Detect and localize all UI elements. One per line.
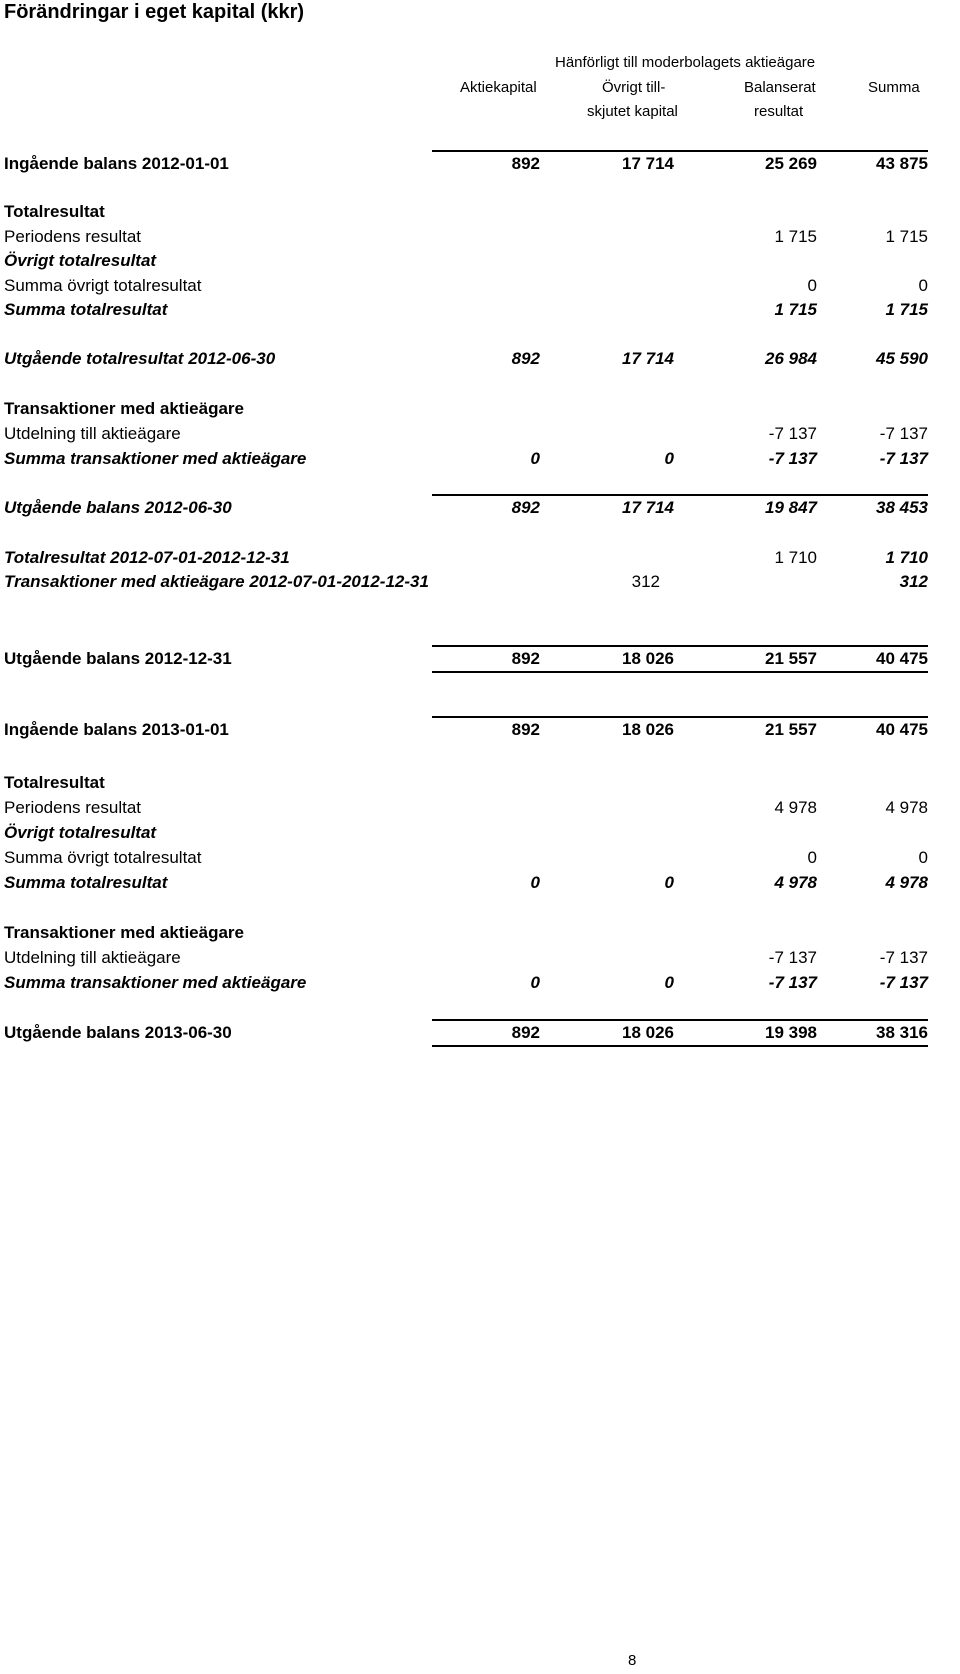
- cell-summa: 1 715: [885, 300, 928, 319]
- cell-ovrigt: 0: [664, 449, 674, 468]
- cell-balanserat: 0: [807, 276, 817, 295]
- cell-ovrigt: 18 026: [622, 649, 674, 668]
- cell-ovrigt: 18 026: [622, 1023, 674, 1042]
- row-label: Summa transaktioner med aktieägare: [4, 973, 307, 992]
- cell-balanserat: 1 715: [774, 227, 817, 246]
- cell-balanserat: -7 137: [768, 449, 817, 468]
- table-row: [0, 546, 960, 570]
- cell-summa: 312: [899, 572, 928, 591]
- cell-ovrigt: 0: [664, 873, 674, 892]
- row-label: Utgående balans 2012-12-31: [4, 649, 232, 668]
- row-label: Periodens resultat: [4, 227, 142, 246]
- cell-summa: 0: [918, 276, 928, 295]
- row-label: Summa totalresultat: [4, 873, 168, 892]
- cell-aktiekapital: 892: [511, 720, 540, 739]
- cell-summa: 0: [918, 848, 928, 867]
- header-ovrigt-line1: Övrigt till-: [602, 79, 666, 96]
- cell-balanserat: 1 710: [774, 548, 817, 567]
- page-number: 8: [628, 1652, 637, 1669]
- cell-summa: 1 710: [885, 548, 928, 567]
- cell-summa: 43 875: [876, 154, 928, 173]
- table-row: [0, 496, 960, 520]
- cell-aktiekapital: 892: [511, 649, 540, 668]
- row-label: Ingående balans 2013-01-01: [4, 720, 229, 739]
- row-label: Summa övrigt totalresultat: [4, 848, 202, 867]
- cell-aktiekapital: 892: [511, 498, 540, 517]
- table-row: [0, 771, 960, 795]
- header-group-label: Hänförligt till moderbolagets aktieägare: [555, 54, 816, 71]
- table-row: [0, 347, 960, 371]
- cell-balanserat: 25 269: [765, 154, 817, 173]
- cell-ovrigt: 17 714: [622, 498, 674, 517]
- row-label: Ingående balans 2012-01-01: [4, 154, 229, 173]
- cell-summa: 38 316: [876, 1023, 928, 1042]
- cell-balanserat: 26 984: [765, 349, 817, 368]
- cell-balanserat: -7 137: [768, 948, 817, 967]
- header-balanserat-line1: Balanserat: [744, 79, 816, 96]
- cell-summa: 40 475: [876, 649, 928, 668]
- table-row: [0, 274, 960, 298]
- cell-ovrigt: 17 714: [622, 154, 674, 173]
- row-label: Summa totalresultat: [4, 300, 168, 319]
- rule-below-closing-balance-2012-12: [432, 671, 928, 673]
- cell-aktiekapital: 0: [530, 873, 540, 892]
- row-label: Transaktioner med aktieägare: [4, 399, 245, 418]
- table-row: [0, 1021, 960, 1045]
- cell-balanserat: 21 557: [765, 649, 817, 668]
- table-row: [0, 447, 960, 471]
- header-ovrigt-line2: skjutet kapital: [587, 103, 678, 120]
- row-label: Summa övrigt totalresultat: [4, 276, 202, 295]
- table-row: [0, 718, 960, 742]
- cell-balanserat: 0: [807, 848, 817, 867]
- cell-aktiekapital: 892: [511, 154, 540, 173]
- table-row: [0, 846, 960, 870]
- cell-ovrigt: 0: [664, 973, 674, 992]
- table-row: [0, 249, 960, 273]
- cell-summa: -7 137: [879, 449, 928, 468]
- table-row: [0, 152, 960, 176]
- cell-summa: 4 978: [885, 798, 928, 817]
- row-label: Transaktioner med aktieägare 2012-07-01-2012-12-31: [4, 572, 429, 591]
- row-label: Utgående balans 2012-06-30: [4, 498, 232, 517]
- cell-balanserat: 19 398: [765, 1023, 817, 1042]
- table-row: [0, 570, 960, 594]
- cell-balanserat: -7 137: [768, 424, 817, 443]
- cell-summa: 1 715: [885, 227, 928, 246]
- table-row: [0, 821, 960, 845]
- row-label: Summa transaktioner med aktieägare: [4, 449, 307, 468]
- table-row: [0, 422, 960, 446]
- cell-summa: 4 978: [885, 873, 928, 892]
- table-row: [0, 971, 960, 995]
- cell-aktiekapital: 0: [530, 449, 540, 468]
- table-row: [0, 871, 960, 895]
- table-row: [0, 796, 960, 820]
- cell-ovrigt: 18 026: [622, 720, 674, 739]
- row-label: Utgående totalresultat 2012-06-30: [4, 349, 276, 368]
- cell-aktiekapital: 892: [511, 349, 540, 368]
- table-row: [0, 225, 960, 249]
- row-label: Periodens resultat: [4, 798, 142, 817]
- rule-below-closing-balance-2013-06: [432, 1045, 928, 1047]
- table-row: [0, 921, 960, 945]
- row-label: Totalresultat: [4, 773, 105, 792]
- header-summa: Summa: [868, 79, 920, 96]
- row-label: Övrigt totalresultat: [4, 823, 157, 842]
- cell-summa: 38 453: [876, 498, 928, 517]
- cell-summa: -7 137: [879, 973, 928, 992]
- row-label: Utdelning till aktieägare: [4, 424, 181, 443]
- row-label: Totalresultat 2012-07-01-2012-12-31: [4, 548, 290, 567]
- row-label: Transaktioner med aktieägare: [4, 923, 245, 942]
- header-balanserat-line2: resultat: [754, 103, 804, 120]
- cell-balanserat: 21 557: [765, 720, 817, 739]
- page-title: Förändringar i eget kapital (kkr): [4, 1, 305, 23]
- cell-summa: 45 590: [876, 349, 928, 368]
- cell-summa: -7 137: [879, 948, 928, 967]
- cell-summa: 40 475: [876, 720, 928, 739]
- cell-balanserat: -7 137: [768, 973, 817, 992]
- cell-summa: -7 137: [879, 424, 928, 443]
- cell-balanserat: 4 978: [774, 873, 817, 892]
- cell-balanserat: 19 847: [765, 498, 817, 517]
- row-label: Utdelning till aktieägare: [4, 948, 181, 967]
- row-label: Övrigt totalresultat: [4, 251, 157, 270]
- cell-aktiekapital: 892: [511, 1023, 540, 1042]
- row-label: Utgående balans 2013-06-30: [4, 1023, 232, 1042]
- table-row: [0, 298, 960, 322]
- row-label: Totalresultat: [4, 202, 105, 221]
- table-row: [0, 200, 960, 224]
- cell-aktiekapital: 0: [530, 973, 540, 992]
- table-row: [0, 946, 960, 970]
- cell-balanserat: 1 715: [774, 300, 817, 319]
- header-aktiekapital: Aktiekapital: [460, 79, 537, 96]
- table-row: [0, 397, 960, 421]
- cell-ovrigt: 17 714: [622, 349, 674, 368]
- cell-ovrigt: 312: [631, 572, 660, 591]
- table-row: [0, 647, 960, 671]
- cell-balanserat: 4 978: [774, 798, 817, 817]
